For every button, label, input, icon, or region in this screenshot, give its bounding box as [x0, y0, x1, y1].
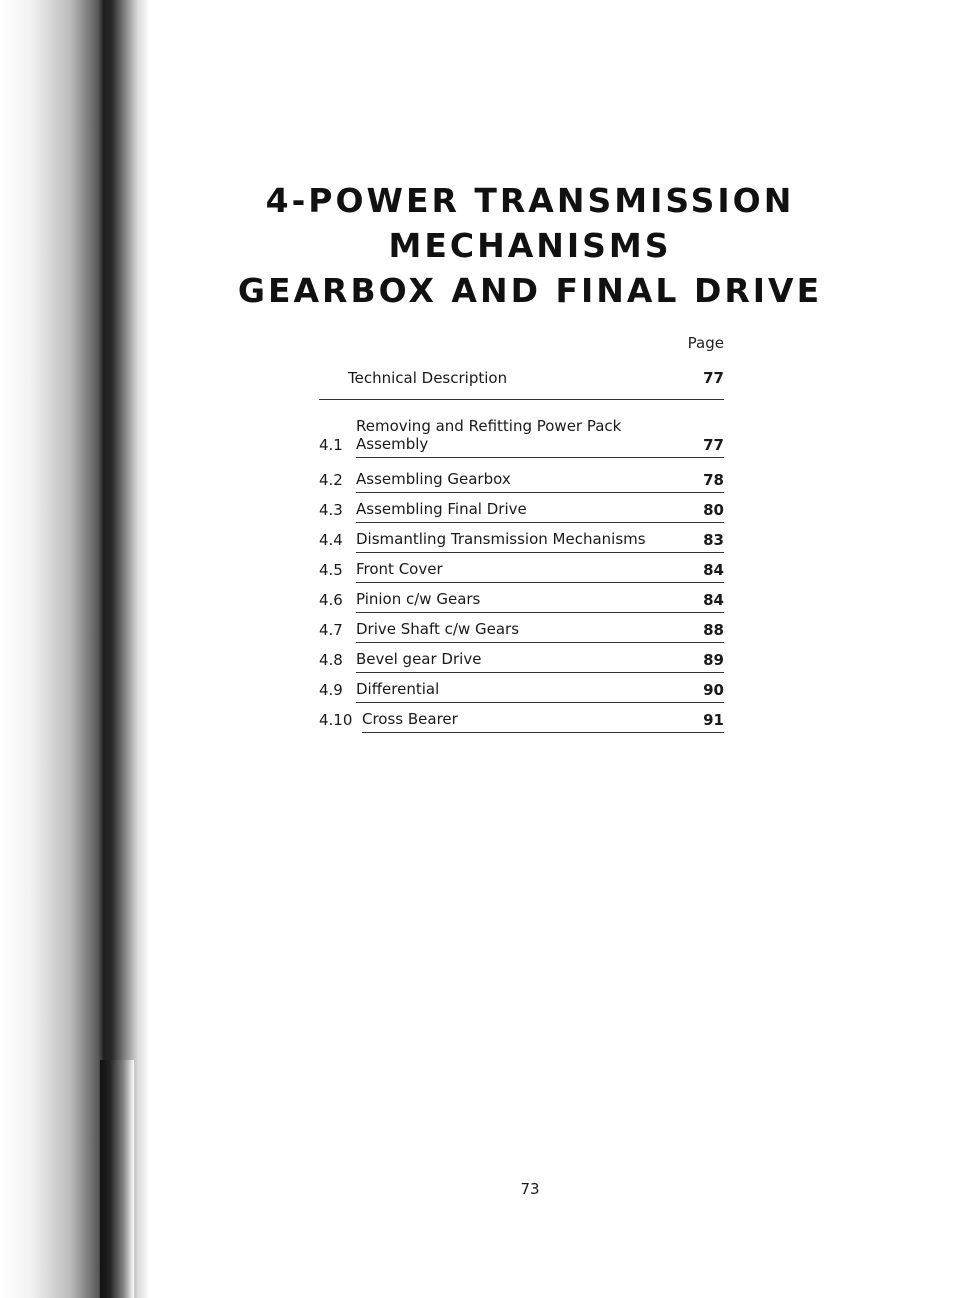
toc-entry-number: 4.9 — [319, 681, 343, 699]
toc-entry-title: Pinion c/w Gears — [356, 590, 724, 613]
chapter-title — [150, 178, 910, 313]
toc-intro-label: Technical Description — [348, 369, 508, 387]
toc-entry-number: 4.2 — [319, 471, 343, 489]
chapter-title-line-1: 4-POWER TRANSMISSION MECHANISMS — [265, 181, 795, 265]
toc-entry — [319, 703, 724, 733]
toc-entry-page: 84 — [703, 591, 724, 609]
toc-entry-title: Differential — [356, 680, 724, 703]
toc-entry-title: Removing and Refitting Power Pack Assembly — [356, 417, 724, 458]
toc-entry — [319, 493, 724, 523]
toc-entry-number: 4.4 — [319, 531, 343, 549]
toc-entry-title: Bevel gear Drive — [356, 650, 724, 673]
toc-entry-title: Drive Shaft c/w Gears — [356, 620, 724, 643]
toc-entry-page: 78 — [703, 471, 724, 489]
toc-entry — [319, 673, 724, 703]
toc-entry — [319, 583, 724, 613]
toc-entry-title: Dismantling Transmission Mechanisms — [356, 530, 724, 553]
toc-intro-row — [319, 365, 724, 400]
toc-entry-title: Assembling Final Drive — [356, 500, 724, 523]
toc-entry-page: 91 — [703, 711, 724, 729]
toc-entry-page: 89 — [703, 651, 724, 669]
toc-entry — [319, 523, 724, 553]
toc-entry — [319, 613, 724, 643]
toc-entry-page: 83 — [703, 531, 724, 549]
toc-entry-page: 88 — [703, 621, 724, 639]
toc-entry — [319, 643, 724, 673]
toc-entry-number: 4.3 — [319, 501, 343, 519]
toc-entry-page: 77 — [703, 436, 724, 454]
toc-entry-number: 4.6 — [319, 591, 343, 609]
binding-shadow-lower — [100, 1060, 134, 1298]
toc-entry-number: 4.8 — [319, 651, 343, 669]
table-of-contents — [319, 330, 724, 733]
toc-entry — [319, 553, 724, 583]
toc-entry-page: 80 — [703, 501, 724, 519]
toc-entry-number: 4.7 — [319, 621, 343, 639]
page-number: 73 — [520, 1180, 540, 1198]
toc-entry-number: 4.1 — [319, 436, 343, 454]
toc-entry-title: Cross Bearer — [362, 710, 724, 733]
toc-entry-title: Assembling Gearbox — [356, 470, 724, 493]
toc-entry-title: Front Cover — [356, 560, 724, 583]
toc-entry-page: 90 — [703, 681, 724, 699]
toc-intro-page: 77 — [703, 369, 724, 387]
toc-entry-number: 4.5 — [319, 561, 343, 579]
toc-entry — [319, 418, 724, 458]
toc-entry — [319, 463, 724, 493]
toc-entry-page: 84 — [703, 561, 724, 579]
chapter-title-line-2: GEARBOX AND FINAL DRIVE — [237, 271, 823, 310]
toc-entry-number: 4.10 — [319, 711, 353, 729]
page-column-header: Page — [687, 334, 724, 352]
